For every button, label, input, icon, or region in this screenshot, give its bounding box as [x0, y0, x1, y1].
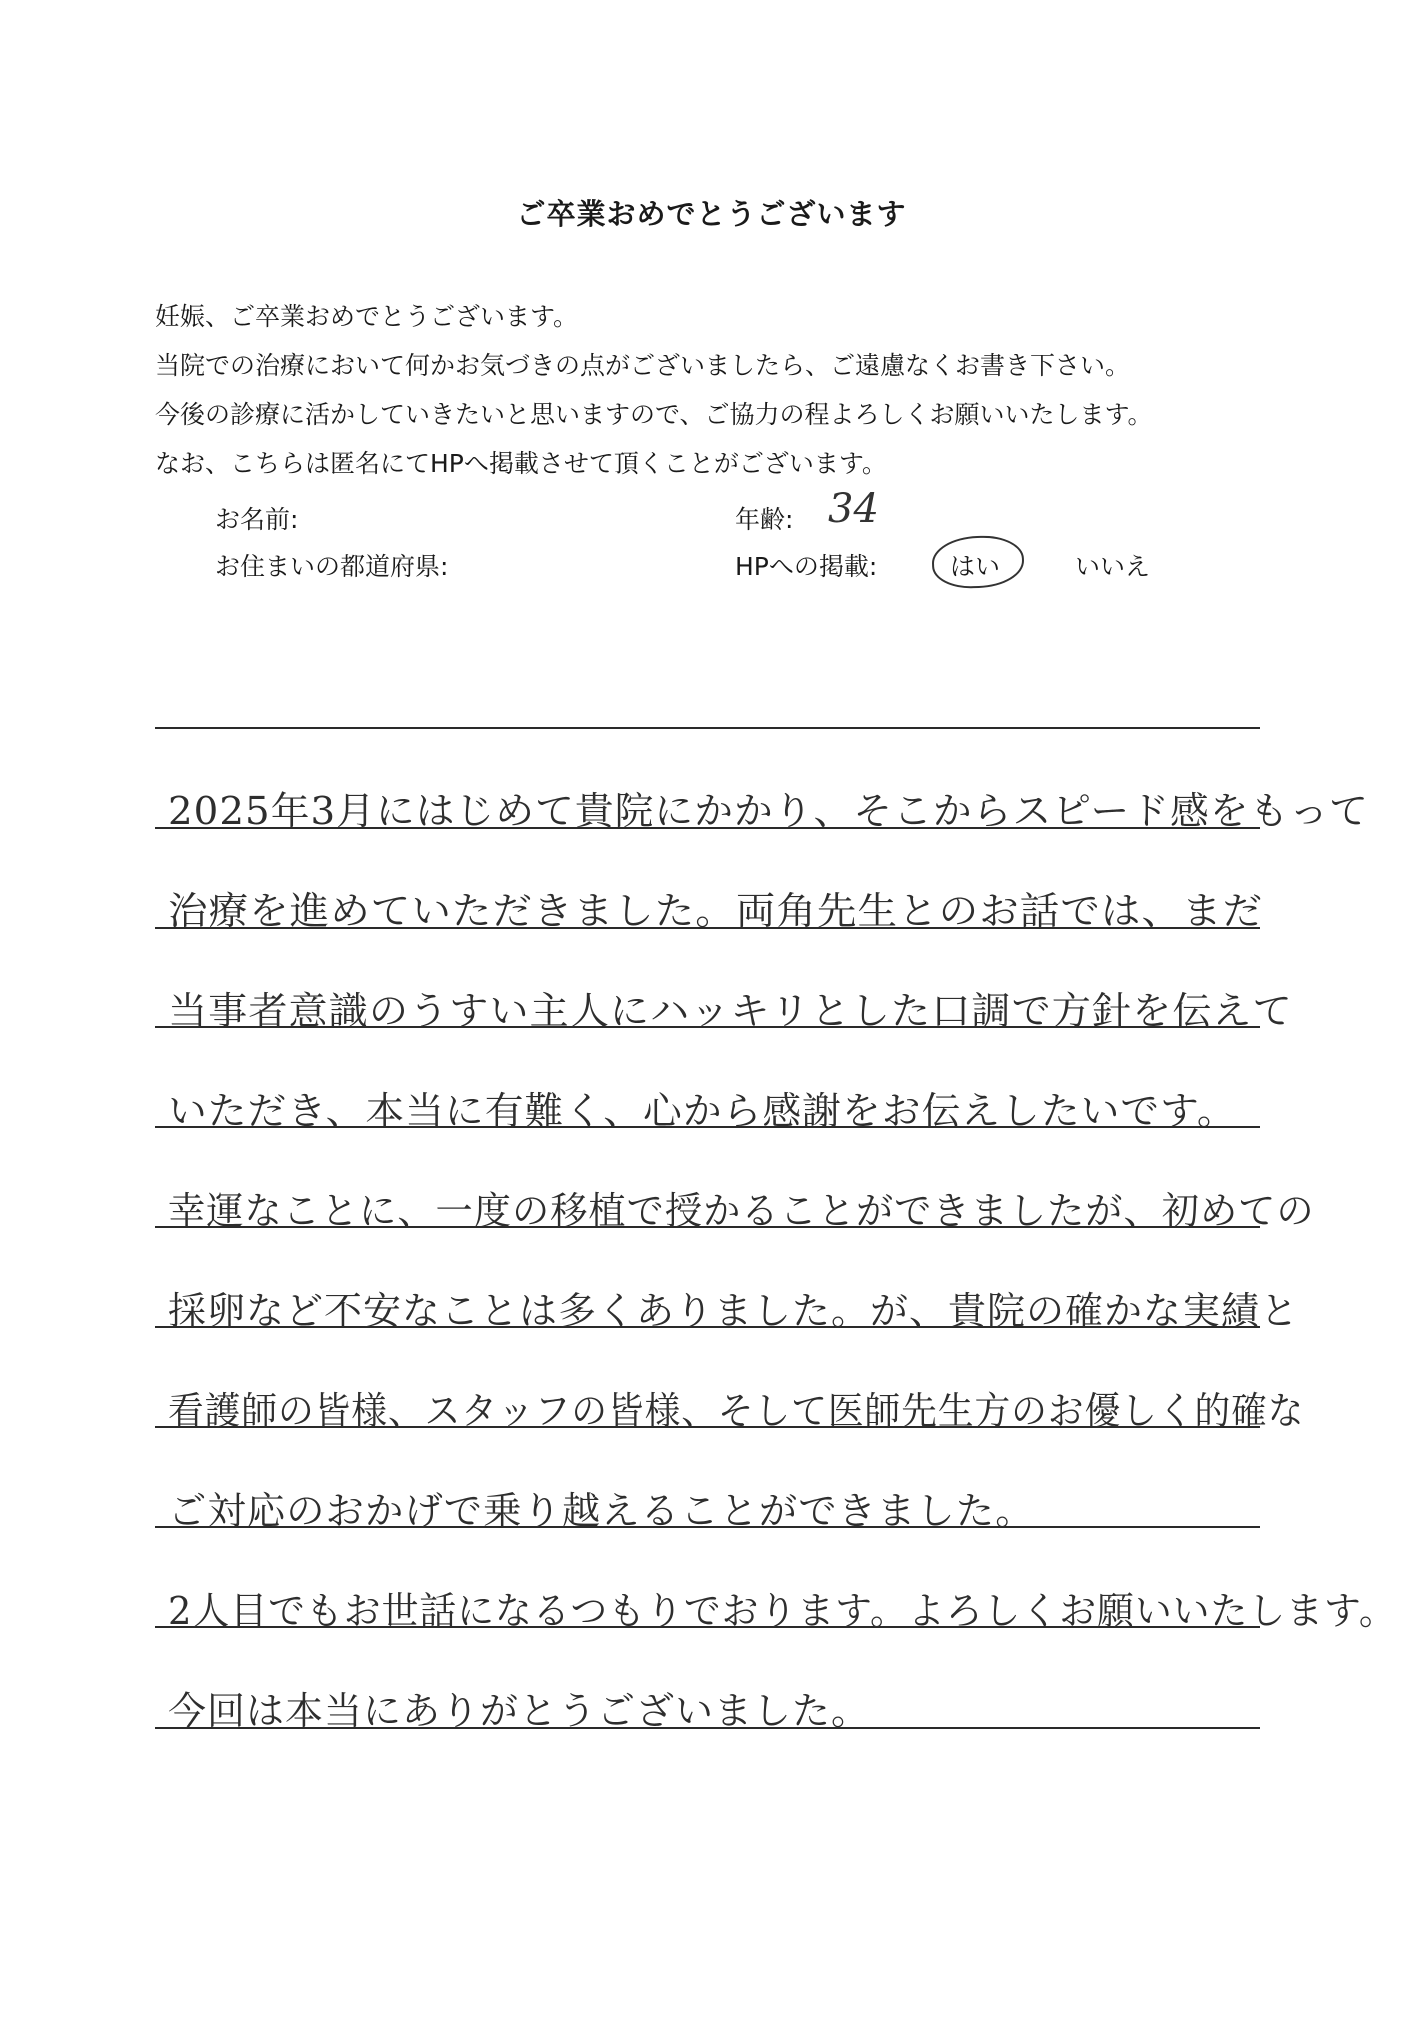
handwritten-line: いただき、本当に有難く、心から感謝をお伝えしたいです。	[168, 1089, 1237, 1133]
intro-line: 今後の診療に活かしていきたいと思いますので、ご協力の程よろしくお願いいたします。	[155, 400, 1153, 429]
handwritten-line: 幸運なことに、一度の移植で授かることができましたが、初めての	[168, 1189, 1315, 1233]
handwritten-line: ご対応のおかげで乗り越えることができました。	[168, 1489, 1035, 1533]
handwritten-line: 当事者意識のうすい主人にハッキリとした口調で方針を伝えて	[168, 989, 1293, 1033]
age-label: 年齢:	[735, 505, 794, 534]
hp-consent-label: HPへの掲載:	[735, 552, 878, 581]
age-value[interactable]: 34	[828, 486, 879, 532]
handwritten-line: 今回は本当にありがとうございました。	[168, 1689, 871, 1733]
handwritten-line: 2025年3月にはじめて貴院にかかり、そこからスピード感をもって	[168, 789, 1369, 833]
name-label: お名前:	[215, 505, 299, 534]
hp-consent-no[interactable]: いいえ	[1075, 552, 1151, 581]
handwritten-line: 治療を進めていただきました。両角先生とのお話では、まだ	[168, 889, 1264, 933]
ruled-line	[155, 727, 1260, 729]
intro-line: 妊娠、ご卒業おめでとうございます。	[155, 302, 579, 331]
intro-line: 当院での治療において何かお気づきの点がございましたら、ご遠慮なくお書き下さい。	[155, 351, 1131, 380]
handwritten-line: 採卵など不安なことは多くありました。が、貴院の確かな実績と	[168, 1289, 1300, 1333]
intro-line: なお、こちらは匿名にてHPへ掲載させて頂くことがございます。	[155, 449, 887, 478]
form-title: ご卒業おめでとうございます	[516, 197, 907, 231]
handwritten-line: 2人目でもお世話になるつもりでおります。よろしくお願いいたします。	[168, 1589, 1397, 1633]
handwritten-line: 看護師の皆様、スタッフの皆様、そして医師先生方のお優しく的確な	[168, 1389, 1305, 1433]
intro-text	[155, 292, 1153, 488]
hp-consent-yes[interactable]: はい	[950, 552, 1001, 581]
prefecture-label: お住まいの都道府県:	[215, 552, 449, 581]
selected-circle-mark	[931, 534, 1025, 589]
